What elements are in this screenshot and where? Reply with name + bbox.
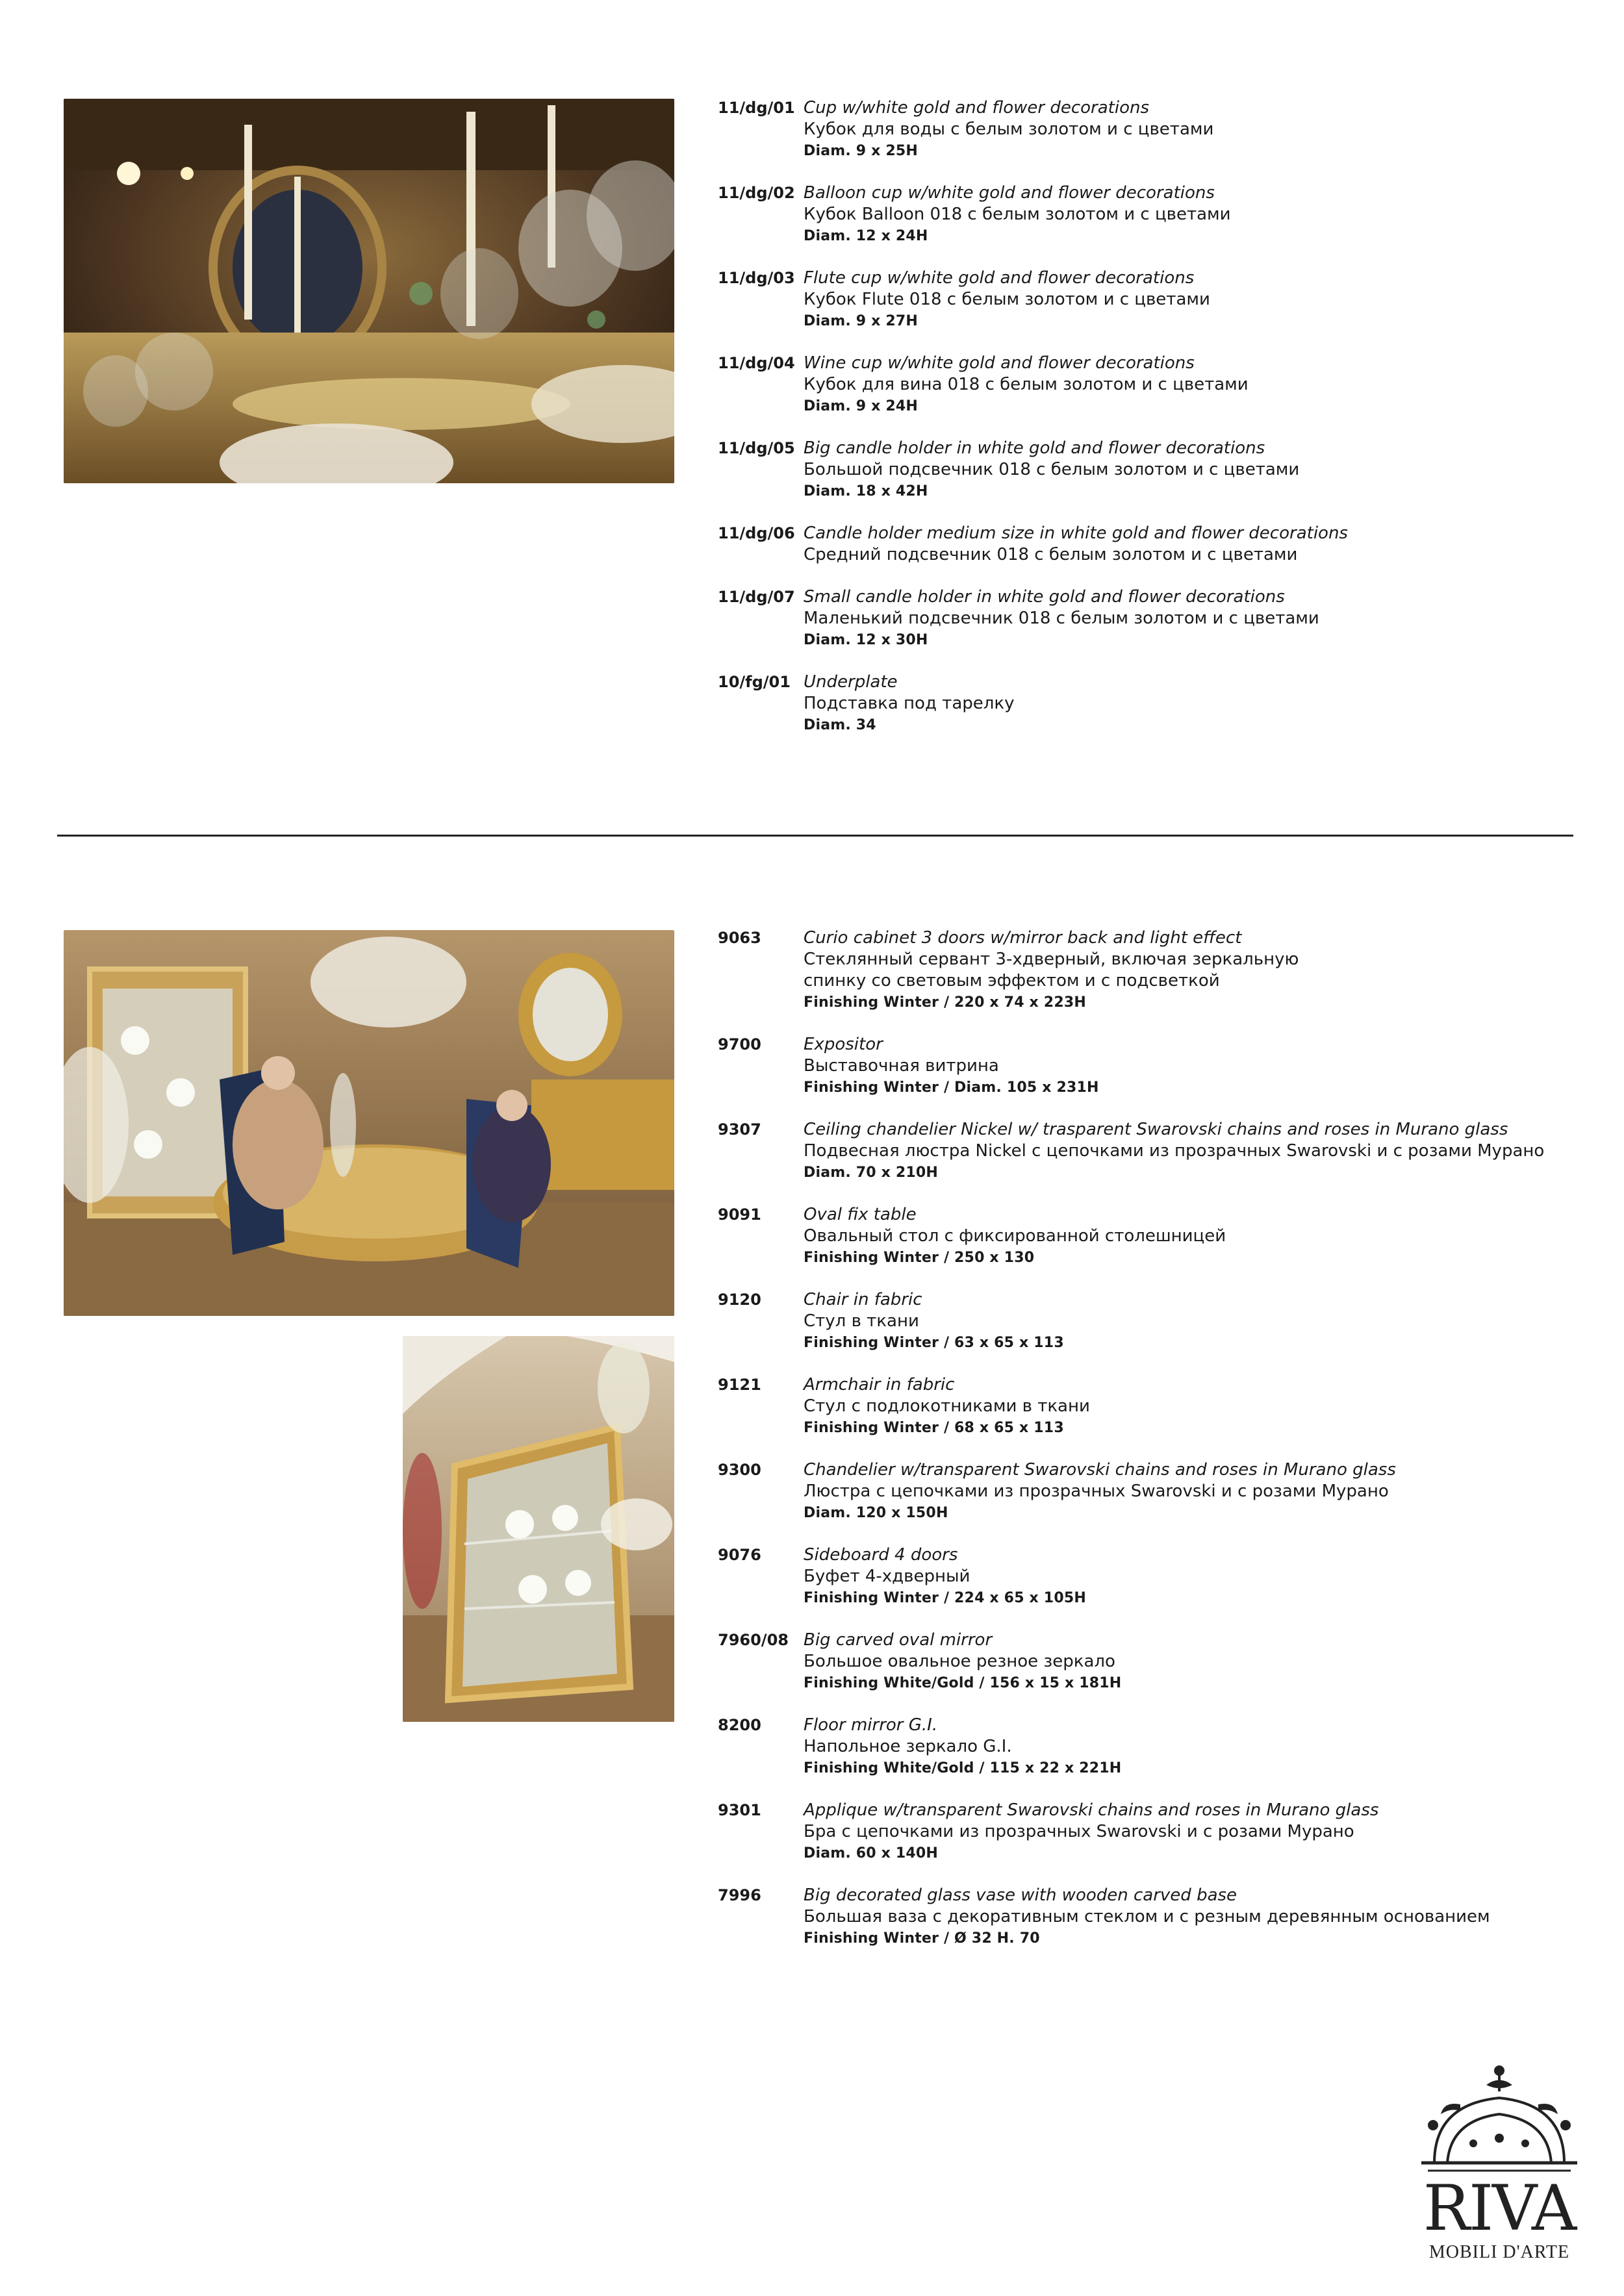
product-item	[718, 1374, 1588, 1439]
product-item	[718, 1204, 1588, 1268]
product-code: 11/dg/07	[718, 588, 795, 606]
product-code: 9300	[718, 1461, 761, 1479]
product-code: 11/dg/01	[718, 99, 795, 117]
product-spec: Diam. 34	[804, 717, 876, 733]
product-description	[804, 1034, 1588, 1098]
product-spec: Finishing Winter / 224 x 65 x 105H	[804, 1590, 1086, 1606]
product-spec: Finishing Winter / Ø 32 H. 70	[804, 1930, 1040, 1947]
product-spec: Finishing Winter / 63 x 65 x 113	[804, 1335, 1064, 1351]
product-code: 9091	[718, 1205, 761, 1224]
product-spec: Diam. 18 x 42H	[804, 483, 928, 499]
product-item	[718, 1289, 1588, 1354]
product-item	[718, 1459, 1588, 1524]
product-description	[804, 1289, 1588, 1354]
product-name-russian: Кубок для вина 018 с белым золотом и с цветами	[804, 375, 1249, 394]
product-code: 7996	[718, 1886, 761, 1904]
product-description	[804, 1800, 1588, 1864]
product-spec: Diam. 9 x 24H	[804, 398, 919, 414]
product-spec: Diam. 9 x 25H	[804, 143, 919, 159]
product-name-english: Big decorated glass vase with wooden carved base	[804, 1886, 1237, 1905]
product-name-english: Big carved oval mirror	[804, 1630, 993, 1650]
product-item	[718, 672, 1588, 736]
product-spec: Finishing White/Gold / 156 x 15 x 181H	[804, 1675, 1122, 1691]
product-name-russian: Средний подсвечник 018 с белым золотом и с цветами	[804, 545, 1298, 564]
product-description	[804, 927, 1588, 1013]
product-description	[804, 1715, 1588, 1779]
product-description	[804, 672, 1588, 736]
photo-dining-room	[64, 930, 674, 1316]
product-spec: Finishing White/Gold / 115 x 22 x 221H	[804, 1760, 1122, 1776]
product-code: 9301	[718, 1801, 761, 1819]
product-name-english: Balloon cup w/white gold and flower decorations	[804, 183, 1215, 203]
product-name-russian: Стул с подлокотниками в ткани	[804, 1396, 1090, 1416]
product-name-english: Small candle holder in white gold and flower decorations	[804, 587, 1285, 607]
product-description	[804, 1545, 1588, 1609]
product-name-english: Cup w/white gold and flower decorations	[804, 98, 1150, 118]
product-description	[804, 1630, 1588, 1694]
product-spec: Diam. 60 x 140H	[804, 1845, 939, 1861]
product-item	[718, 587, 1588, 651]
product-spec: Diam. 120 x 150H	[804, 1505, 948, 1521]
product-name-russian: Бра с цепочками из прозрачных Swarovski и с розами Мурано	[804, 1822, 1354, 1841]
product-name-russian: Маленький подсвечник 018 с белым золотом и с цветами	[804, 609, 1319, 628]
section-divider	[57, 835, 1573, 837]
product-code: 11/dg/02	[718, 184, 795, 202]
photo-table-setting-glassware	[64, 99, 674, 483]
product-name-english: Expositor	[804, 1035, 883, 1054]
product-name-english: Ceiling chandelier Nickel w/ trasparent Swarovski chains and roses in Murano glass	[804, 1120, 1508, 1139]
product-name-english: Big candle holder in white gold and flower decorations	[804, 438, 1265, 458]
product-name-russian-cont: спинку со световым эффектом и с подсветкой	[804, 971, 1220, 990]
product-list-glassware	[718, 97, 1588, 757]
product-code: 7960/08	[718, 1631, 789, 1649]
product-description	[804, 1885, 1588, 1949]
product-name-russian: Большое овальное резное зеркало	[804, 1652, 1115, 1671]
product-item	[718, 1119, 1588, 1183]
product-name-english: Wine cup w/white gold and flower decorations	[804, 353, 1195, 373]
product-item	[718, 183, 1588, 247]
product-description	[804, 587, 1588, 651]
product-name-english: Flute cup w/white gold and flower decorations	[804, 268, 1195, 288]
product-spec: Finishing Winter / 250 x 130	[804, 1250, 1035, 1266]
product-name-russian: Овальный стол с фиксированной столешницей	[804, 1226, 1226, 1246]
product-name-russian: Кубок для воды с белым золотом и с цветами	[804, 120, 1214, 139]
logo-wordmark: RIVA	[1423, 2172, 1576, 2245]
product-name-russian: Подставка под тарелку	[804, 694, 1015, 713]
product-description	[804, 268, 1588, 332]
crown-ornament-icon	[1421, 2065, 1577, 2176]
product-list-dining	[718, 927, 1588, 1970]
product-description	[804, 1459, 1588, 1524]
product-name-russian: Большой подсвечник 018 с белым золотом и с цветами	[804, 460, 1300, 479]
product-spec: Diam. 12 x 24H	[804, 228, 928, 244]
product-code: 10/fg/01	[718, 673, 791, 691]
product-name-english: Applique w/transparent Swarovski chains and roses in Murano glass	[804, 1800, 1379, 1820]
product-name-english: Candle holder medium size in white gold and flower decorations	[804, 524, 1348, 543]
product-spec: Finishing Winter / 220 x 74 x 223H	[804, 994, 1086, 1011]
product-item	[718, 1545, 1588, 1609]
product-name-russian: Подвесная люстра Nickel с цепочками из прозрачных Swarovski и с розами Мурано	[804, 1141, 1545, 1161]
product-item	[718, 353, 1588, 417]
product-code: 9121	[718, 1376, 761, 1394]
product-code: 11/dg/04	[718, 354, 795, 372]
product-name-russian: Буфет 4-хдверный	[804, 1567, 971, 1586]
product-code: 9307	[718, 1120, 761, 1139]
product-description	[804, 523, 1588, 566]
product-item	[718, 268, 1588, 332]
product-name-english: Armchair in fabric	[804, 1375, 955, 1394]
product-code: 11/dg/05	[718, 439, 795, 457]
product-item	[718, 1034, 1588, 1098]
product-item	[718, 438, 1588, 502]
product-spec: Diam. 12 x 30H	[804, 632, 928, 648]
product-name-english: Chandelier w/transparent Swarovski chains and roses in Murano glass	[804, 1460, 1396, 1480]
product-item	[718, 1800, 1588, 1864]
product-code: 8200	[718, 1716, 761, 1734]
product-spec: Finishing Winter / Diam. 105 x 231H	[804, 1079, 1099, 1096]
product-name-english: Oval fix table	[804, 1205, 917, 1224]
product-spec: Finishing Winter / 68 x 65 x 113	[804, 1420, 1064, 1436]
product-spec: Diam. 70 x 210H	[804, 1165, 939, 1181]
product-name-russian: Кубок Flute 018 с белым золотом и с цветами	[804, 290, 1210, 309]
product-description	[804, 1119, 1588, 1183]
product-description	[804, 353, 1588, 417]
product-name-russian: Стеклянный сервант 3-хдверный, включая зеркальную	[804, 950, 1299, 969]
photo-curio-cabinet	[403, 1336, 674, 1722]
product-name-russian: Большая ваза с декоративным стеклом и с резным деревянным основанием	[804, 1907, 1490, 1926]
product-name-english: Floor mirror G.I.	[804, 1715, 938, 1735]
product-code: 9120	[718, 1291, 761, 1309]
product-code: 9063	[718, 929, 761, 947]
product-item	[718, 97, 1588, 162]
product-description	[804, 1374, 1588, 1439]
product-name-russian: Кубок Balloon 018 с белым золотом и с цветами	[804, 205, 1231, 224]
product-description	[804, 438, 1588, 502]
product-item	[718, 1715, 1588, 1779]
product-description	[804, 97, 1588, 162]
product-name-russian: Стул в ткани	[804, 1311, 919, 1331]
product-code: 11/dg/03	[718, 269, 795, 287]
product-name-russian: Выставочная витрина	[804, 1056, 999, 1076]
product-description	[804, 1204, 1588, 1268]
product-code: 9076	[718, 1546, 761, 1564]
product-name-english: Sideboard 4 doors	[804, 1545, 958, 1565]
product-item	[718, 1885, 1588, 1949]
product-name-english: Chair in fabric	[804, 1290, 922, 1309]
product-item	[718, 927, 1588, 1013]
logo-tagline: MOBILI D'ARTE	[1428, 2242, 1570, 2262]
product-name-russian: Люстра с цепочками из прозрачных Swarovski и с розами Мурано	[804, 1482, 1389, 1501]
product-name-russian: Напольное зеркало G.I.	[804, 1737, 1012, 1756]
product-code: 9700	[718, 1035, 761, 1053]
product-name-english: Underplate	[804, 672, 898, 692]
riva-logo	[1421, 2065, 1577, 2260]
product-item	[718, 523, 1588, 566]
product-spec: Diam. 9 x 27H	[804, 313, 919, 329]
product-code: 11/dg/06	[718, 524, 795, 542]
product-name-english: Curio cabinet 3 doors w/mirror back and light effect	[804, 928, 1242, 948]
product-description	[804, 183, 1588, 247]
product-item	[718, 1630, 1588, 1694]
